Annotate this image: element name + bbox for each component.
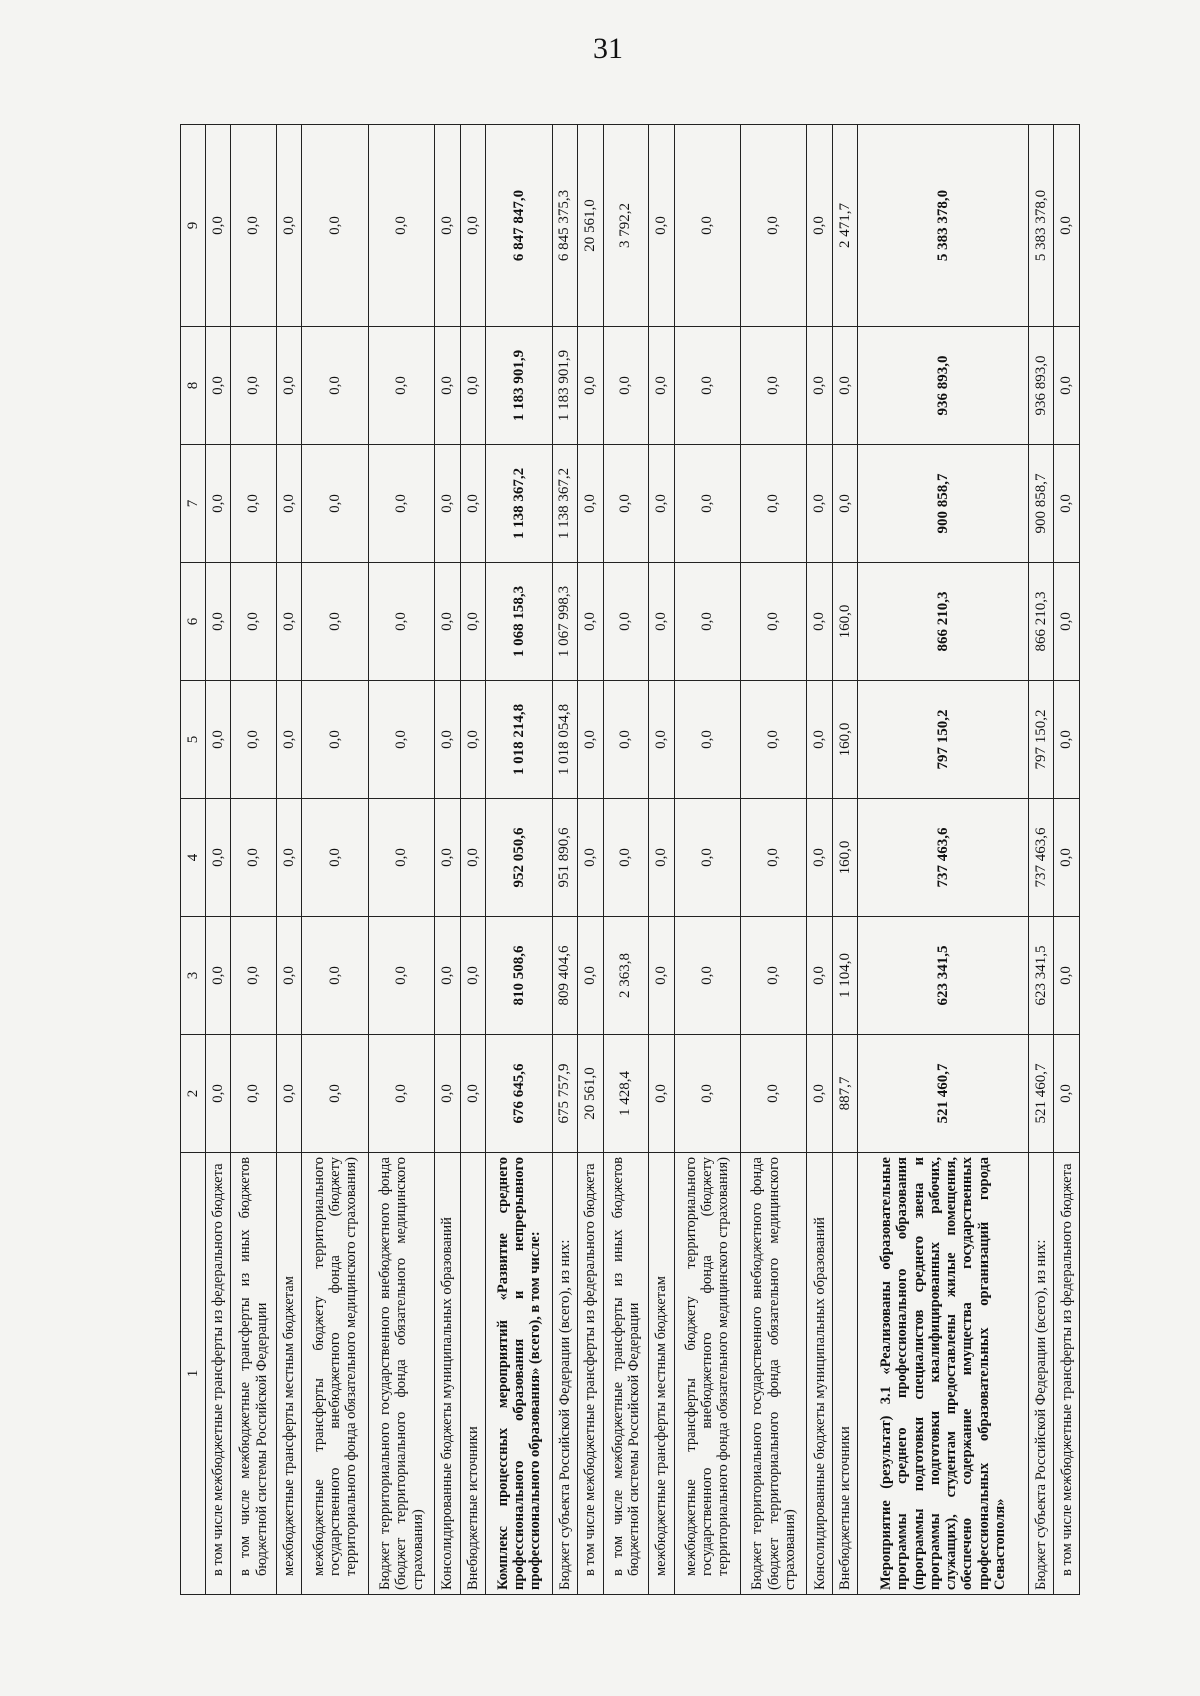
row-value: 0,0 <box>302 327 368 445</box>
row-value: 0,0 <box>206 125 231 327</box>
row-value: 0,0 <box>832 445 857 563</box>
row-value: 0,0 <box>206 917 231 1035</box>
row-value: 0,0 <box>277 327 302 445</box>
row-value: 0,0 <box>674 125 740 327</box>
row-value: 1 138 367,2 <box>486 445 552 563</box>
row-value: 0,0 <box>435 445 460 563</box>
column-header-5: 5 <box>181 681 206 799</box>
row-value: 0,0 <box>277 1035 302 1153</box>
table-row <box>740 125 806 1595</box>
row-value: 0,0 <box>807 563 832 681</box>
row-value: 0,0 <box>460 125 485 327</box>
row-label: Бюджет субъекта Российской Федерации (всего), из них: <box>1029 1153 1054 1595</box>
row-value: 0,0 <box>435 681 460 799</box>
column-header-3: 3 <box>181 917 206 1035</box>
row-value: 0,0 <box>277 563 302 681</box>
row-label: в том числе межбюджетные трансферты из иных бюджетов бюджетной системы Российской Федерации <box>603 1153 649 1595</box>
row-value: 936 893,0 <box>858 327 1029 445</box>
table-row <box>858 125 1029 1595</box>
row-value: 2 471,7 <box>832 125 857 327</box>
row-value: 623 341,5 <box>858 917 1029 1035</box>
row-value: 0,0 <box>807 1035 832 1153</box>
row-value: 521 460,7 <box>858 1035 1029 1153</box>
row-value: 0,0 <box>674 1035 740 1153</box>
row-value: 0,0 <box>435 125 460 327</box>
column-header-7: 7 <box>181 445 206 563</box>
row-value: 1 104,0 <box>832 917 857 1035</box>
row-label: межбюджетные трансферты бюджету территориального государственного внебюджетного фонда (бюджету территориального фонда обязательного медицинского страхования) <box>674 1153 740 1595</box>
row-value: 0,0 <box>368 563 434 681</box>
row-value: 0,0 <box>231 681 277 799</box>
row-value: 0,0 <box>649 445 674 563</box>
row-label: межбюджетные трансферты местным бюджетам <box>649 1153 674 1595</box>
row-value: 6 847 847,0 <box>486 125 552 327</box>
row-value: 0,0 <box>578 681 603 799</box>
row-value: 866 210,3 <box>858 563 1029 681</box>
row-value: 0,0 <box>368 917 434 1035</box>
row-label: Внебюджетные источники <box>460 1153 485 1595</box>
row-value: 0,0 <box>231 125 277 327</box>
column-header-2: 2 <box>181 1035 206 1153</box>
row-value: 3 792,2 <box>603 125 649 327</box>
row-value: 0,0 <box>649 563 674 681</box>
row-value: 1 428,4 <box>603 1035 649 1153</box>
row-value: 0,0 <box>674 563 740 681</box>
row-value: 5 383 378,0 <box>858 125 1029 327</box>
row-value: 0,0 <box>674 681 740 799</box>
row-value: 0,0 <box>674 445 740 563</box>
row-value: 0,0 <box>206 445 231 563</box>
table-row <box>578 125 603 1595</box>
row-value: 0,0 <box>578 799 603 917</box>
table-header-row <box>181 125 206 1595</box>
row-value: 0,0 <box>578 445 603 563</box>
row-value: 900 858,7 <box>858 445 1029 563</box>
row-label: Бюджет территориального государственного внебюджетного фонда (бюджет территориального фонда обязательного медицинского страхования) <box>368 1153 434 1595</box>
column-header-1: 1 <box>181 1153 206 1595</box>
row-label: Мероприятие (результат) 3.1 «Реализованы образовательные программы среднего профессионального образования (программы подготовки специалистов среднего звена и программы подготовки квалифицированных рабочих, служащих), студентам предоставлены жилые помещения, обеспечено содержание имущества государственных профессиональных образовательных организаций города Севастополя» <box>858 1153 1029 1595</box>
row-value: 0,0 <box>807 799 832 917</box>
table-row <box>460 125 485 1595</box>
row-value: 1 067 998,3 <box>552 563 577 681</box>
row-value: 0,0 <box>460 445 485 563</box>
table-row <box>807 125 832 1595</box>
row-value: 1 183 901,9 <box>486 327 552 445</box>
row-value: 675 757,9 <box>552 1035 577 1153</box>
row-value: 0,0 <box>302 681 368 799</box>
row-value: 0,0 <box>603 563 649 681</box>
row-value: 0,0 <box>368 125 434 327</box>
row-value: 0,0 <box>807 125 832 327</box>
budget-table <box>180 124 1080 1595</box>
row-value: 0,0 <box>206 327 231 445</box>
row-value: 0,0 <box>206 563 231 681</box>
table-row <box>277 125 302 1595</box>
row-value: 0,0 <box>603 681 649 799</box>
row-value: 0,0 <box>368 327 434 445</box>
row-value: 0,0 <box>435 563 460 681</box>
row-value: 0,0 <box>277 799 302 917</box>
row-value: 0,0 <box>435 799 460 917</box>
row-value: 900 858,7 <box>1029 445 1054 563</box>
row-value: 0,0 <box>277 681 302 799</box>
row-value: 0,0 <box>674 917 740 1035</box>
row-value: 0,0 <box>740 445 806 563</box>
row-value: 0,0 <box>368 799 434 917</box>
row-label: в том числе межбюджетные трансферты из федерального бюджета <box>578 1153 603 1595</box>
row-value: 20 561,0 <box>578 1035 603 1153</box>
row-value: 0,0 <box>603 799 649 917</box>
row-value: 936 893,0 <box>1029 327 1054 445</box>
table-row <box>368 125 434 1595</box>
row-value: 0,0 <box>206 1035 231 1153</box>
row-value: 0,0 <box>649 681 674 799</box>
row-label: Консолидированные бюджеты муниципальных образований <box>807 1153 832 1595</box>
row-label: Комплекс процессных мероприятий «Развитие среднего профессионального образования и непрерывного профессионального образования» (всего), в том числе: <box>486 1153 552 1595</box>
row-value: 809 404,6 <box>552 917 577 1035</box>
row-value: 0,0 <box>740 327 806 445</box>
row-value: 160,0 <box>832 681 857 799</box>
row-value: 0,0 <box>277 125 302 327</box>
row-value: 0,0 <box>1054 917 1080 1035</box>
row-value: 0,0 <box>807 681 832 799</box>
row-value: 1 183 901,9 <box>552 327 577 445</box>
row-value: 0,0 <box>206 799 231 917</box>
row-value: 0,0 <box>302 125 368 327</box>
table-row <box>1054 125 1080 1595</box>
row-value: 0,0 <box>674 327 740 445</box>
column-header-9: 9 <box>181 125 206 327</box>
row-value: 0,0 <box>578 327 603 445</box>
row-value: 0,0 <box>832 327 857 445</box>
row-value: 160,0 <box>832 563 857 681</box>
row-value: 0,0 <box>302 917 368 1035</box>
row-value: 623 341,5 <box>1029 917 1054 1035</box>
row-value: 20 561,0 <box>578 125 603 327</box>
row-value: 0,0 <box>231 327 277 445</box>
table-row <box>435 125 460 1595</box>
row-value: 0,0 <box>302 445 368 563</box>
row-value: 5 383 378,0 <box>1029 125 1054 327</box>
row-value: 0,0 <box>1054 1035 1080 1153</box>
row-value: 0,0 <box>1054 125 1080 327</box>
row-value: 0,0 <box>368 681 434 799</box>
row-value: 0,0 <box>231 799 277 917</box>
row-value: 0,0 <box>807 917 832 1035</box>
row-value: 0,0 <box>649 1035 674 1153</box>
table-row <box>832 125 857 1595</box>
row-value: 0,0 <box>460 681 485 799</box>
row-value: 160,0 <box>832 799 857 917</box>
row-value: 0,0 <box>231 445 277 563</box>
row-label: Консолидированные бюджеты муниципальных образований <box>435 1153 460 1595</box>
column-header-8: 8 <box>181 327 206 445</box>
row-value: 797 150,2 <box>858 681 1029 799</box>
row-value: 737 463,6 <box>1029 799 1054 917</box>
row-value: 0,0 <box>206 681 231 799</box>
row-value: 797 150,2 <box>1029 681 1054 799</box>
row-value: 1 068 158,3 <box>486 563 552 681</box>
row-value: 0,0 <box>435 1035 460 1153</box>
row-value: 0,0 <box>460 917 485 1035</box>
row-label: Бюджет территориального государственного внебюджетного фонда (бюджет территориального фонда обязательного медицинского страхования) <box>740 1153 806 1595</box>
row-label: межбюджетные трансферты местным бюджетам <box>277 1153 302 1595</box>
row-value: 0,0 <box>740 681 806 799</box>
row-value: 0,0 <box>649 125 674 327</box>
row-value: 0,0 <box>277 445 302 563</box>
row-value: 0,0 <box>231 563 277 681</box>
row-label: в том числе межбюджетные трансферты из иных бюджетов бюджетной системы Российской Федерации <box>231 1153 277 1595</box>
column-header-4: 4 <box>181 799 206 917</box>
row-value: 0,0 <box>1054 563 1080 681</box>
row-value: 0,0 <box>649 327 674 445</box>
row-value: 0,0 <box>460 799 485 917</box>
row-label: в том числе межбюджетные трансферты из федерального бюджета <box>1054 1153 1080 1595</box>
row-value: 0,0 <box>674 799 740 917</box>
row-value: 0,0 <box>740 917 806 1035</box>
table-wrapper <box>180 125 1080 1595</box>
row-label: Внебюджетные источники <box>832 1153 857 1595</box>
rotated-table-area <box>180 125 1080 1595</box>
row-value: 0,0 <box>578 563 603 681</box>
row-value: 1 138 367,2 <box>552 445 577 563</box>
row-value: 0,0 <box>435 917 460 1035</box>
table-row <box>1029 125 1054 1595</box>
row-value: 0,0 <box>231 917 277 1035</box>
table-row <box>603 125 649 1595</box>
row-value: 6 845 375,3 <box>552 125 577 327</box>
row-value: 737 463,6 <box>858 799 1029 917</box>
row-value: 0,0 <box>302 799 368 917</box>
row-value: 0,0 <box>302 1035 368 1153</box>
row-value: 0,0 <box>231 1035 277 1153</box>
row-value: 676 645,6 <box>486 1035 552 1153</box>
row-value: 0,0 <box>1054 681 1080 799</box>
row-value: 1 018 054,8 <box>552 681 577 799</box>
table-row <box>674 125 740 1595</box>
row-value: 0,0 <box>1054 445 1080 563</box>
row-value: 0,0 <box>740 563 806 681</box>
row-value: 0,0 <box>277 917 302 1035</box>
row-value: 951 890,6 <box>552 799 577 917</box>
column-header-6: 6 <box>181 563 206 681</box>
row-value: 0,0 <box>1054 799 1080 917</box>
table-row <box>302 125 368 1595</box>
row-value: 0,0 <box>435 327 460 445</box>
row-value: 0,0 <box>1054 327 1080 445</box>
row-value: 0,0 <box>460 327 485 445</box>
row-value: 0,0 <box>740 799 806 917</box>
row-value: 0,0 <box>807 445 832 563</box>
table-row <box>206 125 231 1595</box>
row-value: 0,0 <box>649 917 674 1035</box>
row-value: 810 508,6 <box>486 917 552 1035</box>
table-body <box>206 125 1080 1595</box>
row-label: Бюджет субъекта Российской Федерации (всего), из них: <box>552 1153 577 1595</box>
row-label: в том числе межбюджетные трансферты из федерального бюджета <box>206 1153 231 1595</box>
row-value: 0,0 <box>649 799 674 917</box>
row-value: 0,0 <box>368 1035 434 1153</box>
row-value: 0,0 <box>302 563 368 681</box>
row-value: 0,0 <box>740 1035 806 1153</box>
row-value: 0,0 <box>578 917 603 1035</box>
row-value: 0,0 <box>603 327 649 445</box>
row-value: 0,0 <box>460 563 485 681</box>
row-label: межбюджетные трансферты бюджету территориального государственного внебюджетного фонда (бюджету территориального фонда обязательного медицинского страхования) <box>302 1153 368 1595</box>
row-value: 0,0 <box>368 445 434 563</box>
table-row <box>231 125 277 1595</box>
row-value: 521 460,7 <box>1029 1035 1054 1153</box>
row-value: 866 210,3 <box>1029 563 1054 681</box>
row-value: 887,7 <box>832 1035 857 1153</box>
page-number: 31 <box>593 32 623 65</box>
row-value: 0,0 <box>807 327 832 445</box>
row-value: 2 363,8 <box>603 917 649 1035</box>
table-row <box>552 125 577 1595</box>
row-value: 952 050,6 <box>486 799 552 917</box>
row-value: 0,0 <box>603 445 649 563</box>
table-row <box>649 125 674 1595</box>
row-value: 1 018 214,8 <box>486 681 552 799</box>
row-value: 0,0 <box>460 1035 485 1153</box>
table-row <box>486 125 552 1595</box>
row-value: 0,0 <box>740 125 806 327</box>
